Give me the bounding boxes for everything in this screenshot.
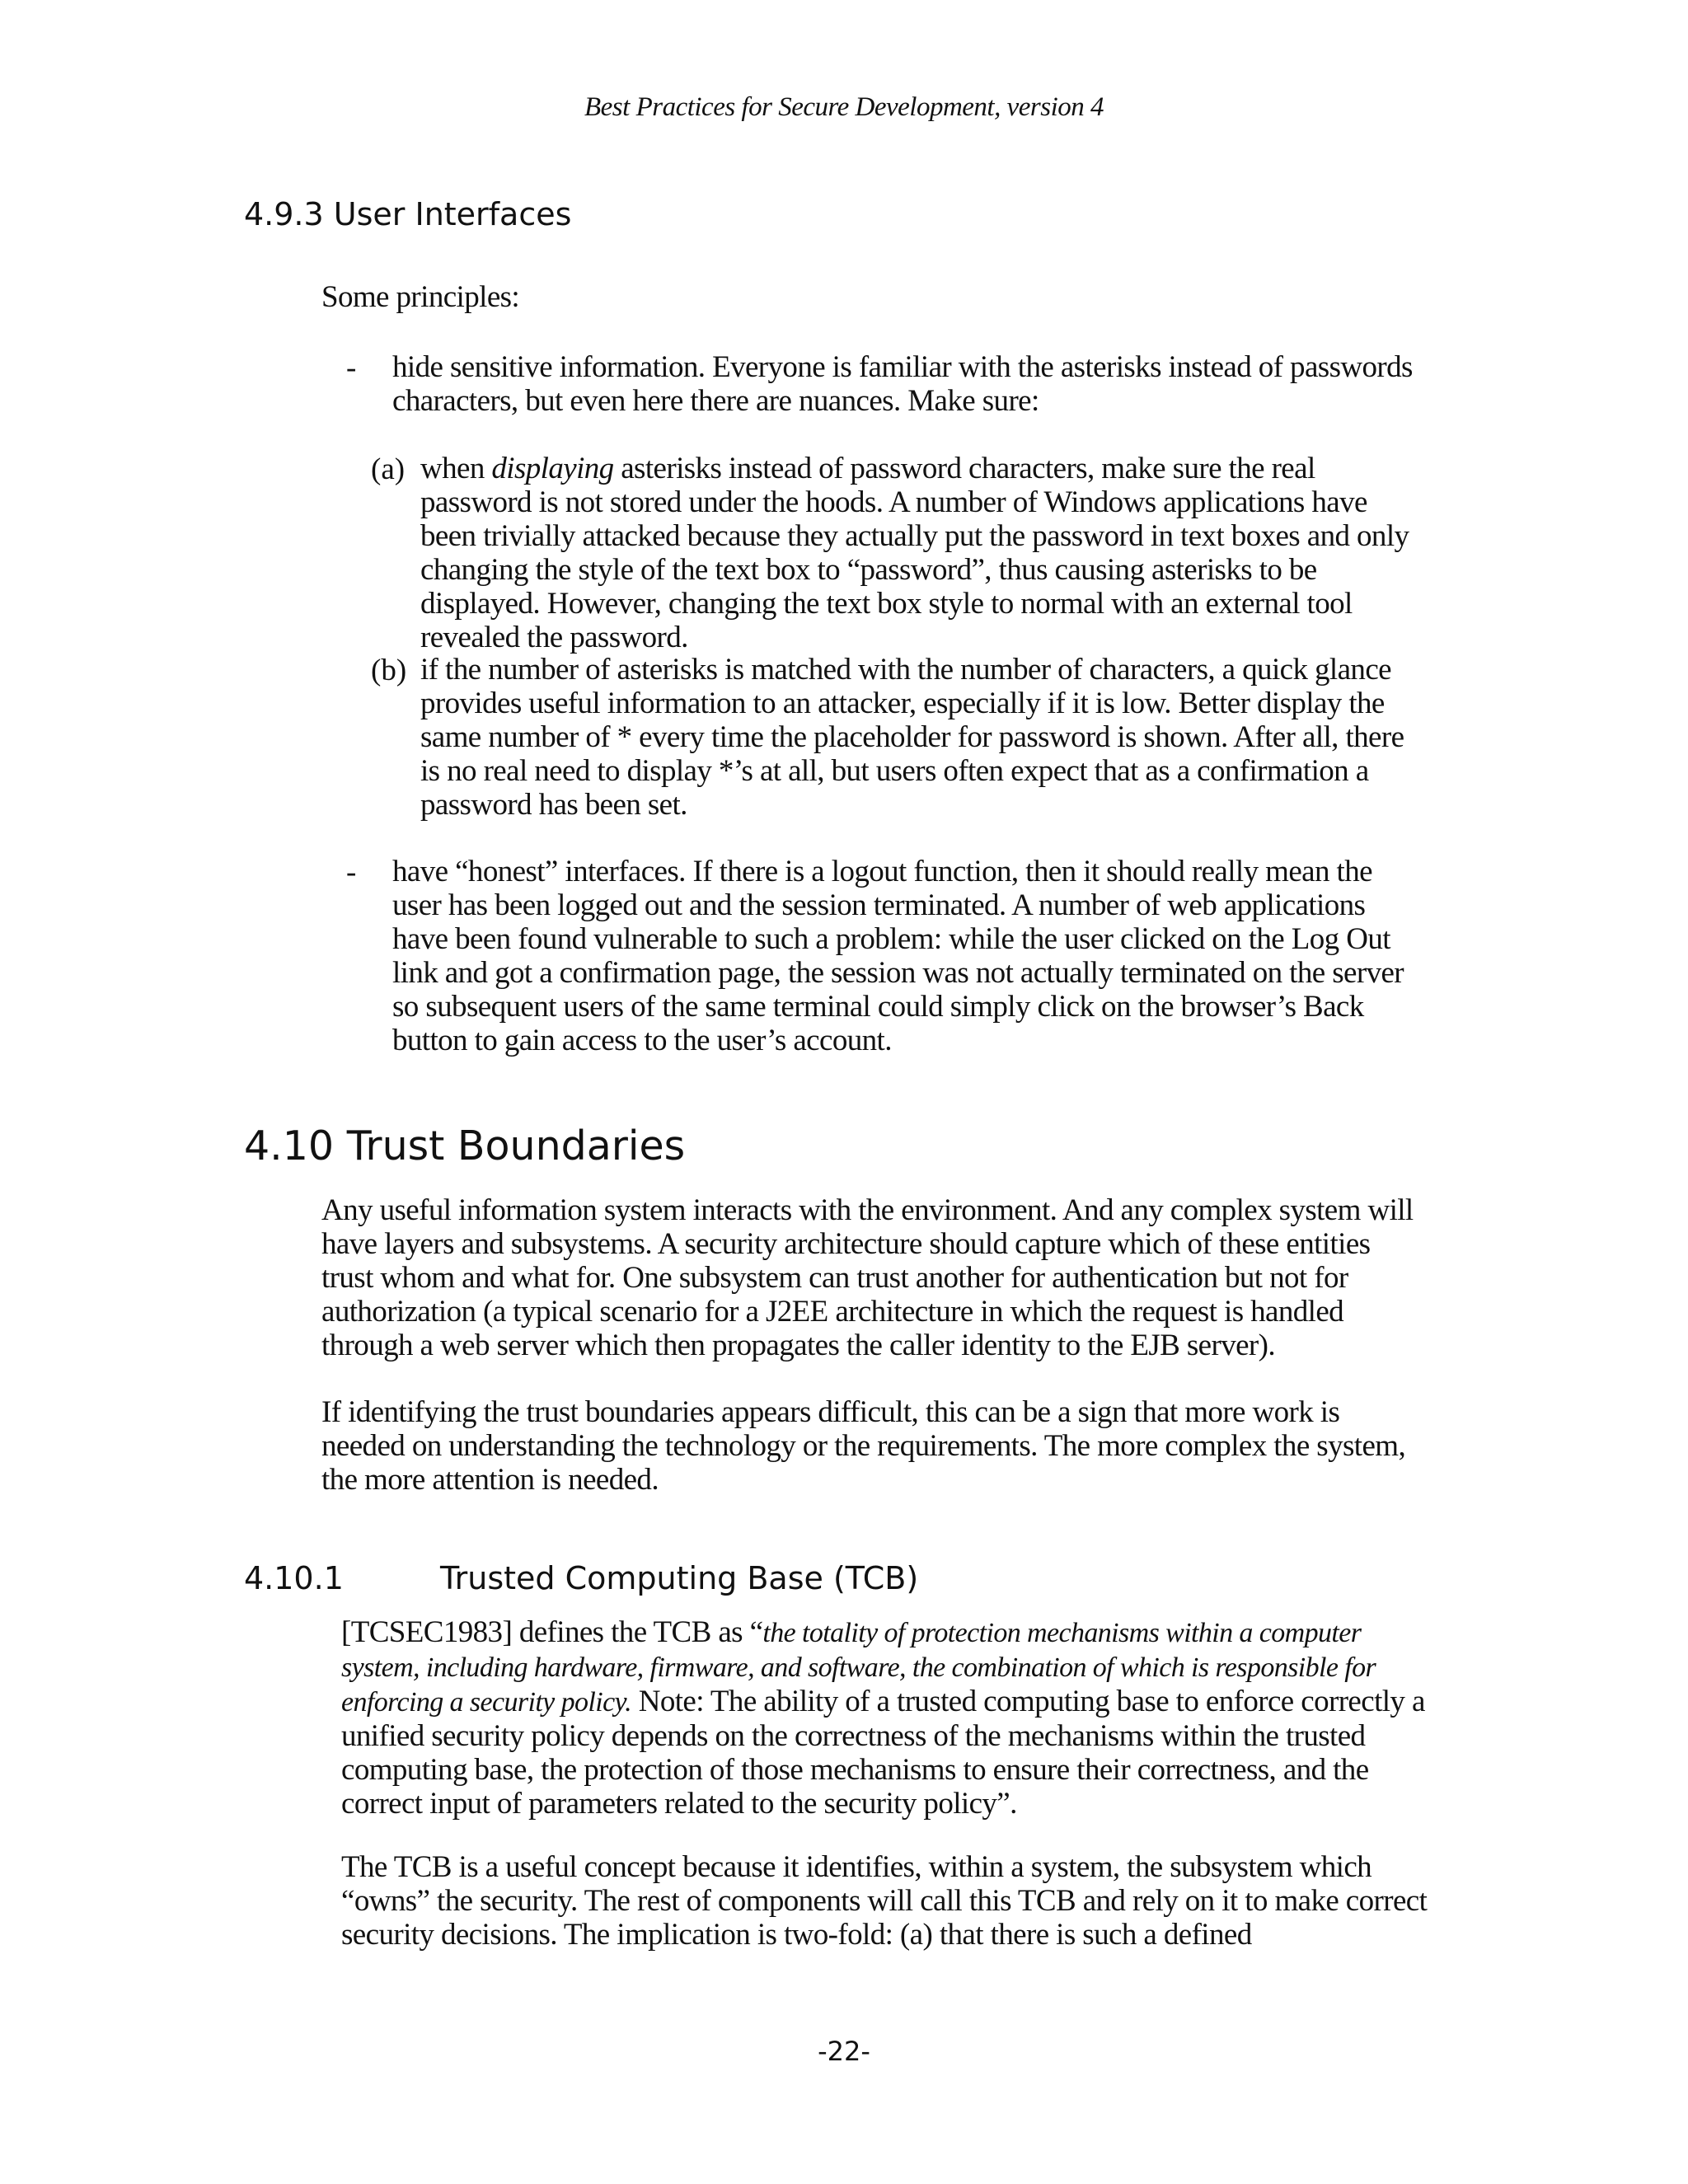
item-a-emphasis: displaying: [491, 452, 614, 485]
tcb-definition-paragraph: [341, 1615, 1429, 1821]
trust-boundaries-paragraph-1: Any useful information system interacts with the environment. And any complex system will have layers and subsystems. A security architecture should capture which of these entities trust whom and what for. One subsystem can trust another for authentication but not for authorization (a typical scenario for a J2EE architecture in which the request is handled through a web server which then propagates the caller identity to the EJB server).: [321, 1193, 1414, 1362]
section-title: User Interfaces: [333, 196, 572, 232]
tcb-def-quote: the totality of protection mechanisms within a computer system, including hardware, firmware, and software, the combination of which is responsible for enforcing a security policy.: [341, 1618, 1376, 1718]
heading-4-10: [244, 1122, 685, 1169]
item-label-b: (b): [371, 654, 407, 687]
page-number: -22-: [818, 2036, 870, 2067]
trust-boundaries-paragraph-2: If identifying the trust boundaries appears difficult, this can be a sign that more work is needed on understanding the technology or the requirements. The more complex the system, the more attention is needed.: [321, 1395, 1406, 1497]
bullet-dash: -: [346, 351, 357, 385]
item-a-post: asterisks instead of password characters, make sure the real password is not stored under the hoods. A number of Windows applications have been trivially attacked because they actually put the password in text boxes and only changing the style of the text box to “password”, thus causing asterisks to be displayed. However, changing the text box style to normal with an external tool revealed the password.: [420, 452, 1409, 654]
section-title: Trust Boundaries: [346, 1122, 686, 1169]
item-b-paragraph: if the number of asterisks is matched with the number of characters, a quick glance provides useful information to an attacker, especially if it is low. Better display the same number of * every time the placeholder for password is shown. After all, there is no real need to display *’s at all, but users often expect that as a confirmation a password has been set.: [420, 653, 1404, 822]
heading-4-10-1: [244, 1560, 918, 1596]
bullet-honest-interfaces: have “honest” interfaces. If there is a logout function, then it should really mean the user has been logged out and the session terminated. A number of web applications have been found vulnerable to such a problem: while the user clicked on the Log Out link and got a confirmation page, the session was not actually terminated on the server so subsequent users of the same terminal could simply click on the browser’s Back button to gain access to the user’s account.: [392, 855, 1404, 1057]
tcb-concept-paragraph: The TCB is a useful concept because it identifies, within a system, the subsystem which “owns” the security. The rest of components will call this TCB and rely on it to make correct security decisions. The implication is two-fold: (a) that there is such a defined: [341, 1850, 1428, 1952]
item-label-a: (a): [371, 452, 406, 486]
item-a-pre: when: [420, 452, 492, 485]
heading-4-9-3: [244, 196, 571, 232]
running-header: Best Practices for Secure Development, version 4: [584, 92, 1104, 122]
section-number: 4.9.3: [244, 196, 324, 232]
tcb-def-pre: [TCSEC1983] defines the TCB as “: [341, 1615, 763, 1649]
bullet-dash: -: [346, 855, 357, 889]
intro-paragraph: Some principles:: [321, 280, 520, 314]
tcb-def-post: Note: The ability of a trusted computing base to enforce correctly a unified security policy depends on the correctness of the mechanisms within the trusted computing base, the protection of those mechanisms to ensure their correctness, and the correct input of parameters related to the security policy”.: [341, 1685, 1425, 1821]
section-title: Trusted Computing Base (TCB): [440, 1560, 919, 1596]
bullet-hide-sensitive: hide sensitive information. Everyone is familiar with the asterisks instead of passwords characters, but even here there are nuances. Make sure:: [392, 350, 1413, 418]
section-number: 4.10: [244, 1122, 335, 1169]
section-number: 4.10.1: [244, 1560, 344, 1596]
item-a-paragraph: [420, 452, 1426, 654]
